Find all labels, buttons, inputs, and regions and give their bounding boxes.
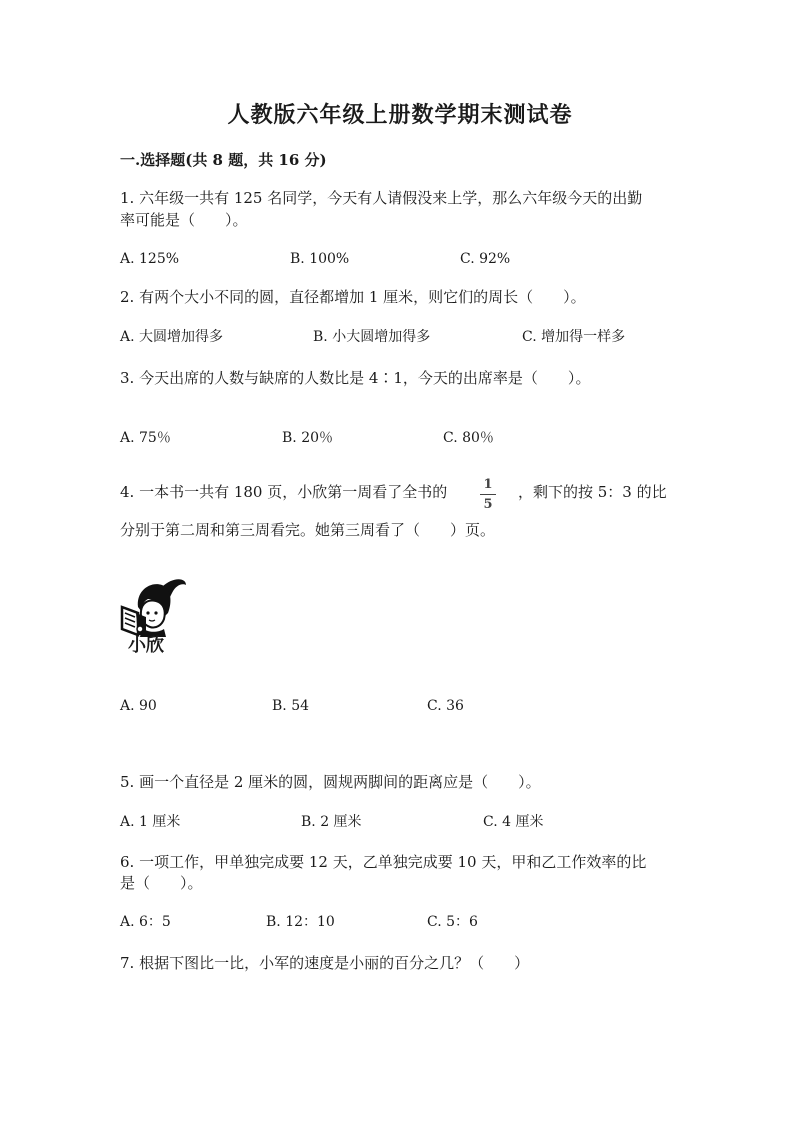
- image-caption: 小欣: [128, 635, 164, 656]
- question-4-option-b: B. 54: [272, 698, 310, 714]
- question-6-line-1: 6. 一项工作，甲单独完成要 12 天，乙单独完成要 10 天，甲和乙工作效率的比: [120, 853, 647, 871]
- question-3-line-1: 3. 今天出席的人数与缺席的人数比是 4∶1，今天的出席率是（ ）。: [120, 369, 591, 387]
- question-1-line-2: 率可能是（ ）。: [120, 211, 248, 229]
- question-5-option-a: A. 1 厘米: [120, 814, 181, 830]
- question-1-option-c: C. 92%: [460, 251, 511, 267]
- question-1-option-b: B. 100%: [290, 251, 350, 267]
- fraction-numerator: 1: [483, 477, 493, 492]
- question-6-line-2: 是（ ）。: [120, 874, 203, 892]
- page-title: 人教版六年级上册数学期末测试卷: [227, 102, 573, 128]
- question-1-option-a: A. 125%: [120, 251, 180, 267]
- girl-reading-illustration: [116, 573, 194, 661]
- question-2-option-c: C. 增加得一样多: [522, 329, 626, 345]
- question-4-option-c: C. 36: [427, 698, 464, 714]
- question-4-option-a: A. 90: [120, 698, 157, 714]
- question-2-line-1: 2. 有两个大小不同的圆，直径都增加 1 厘米，则它们的周长（ ）。: [120, 288, 586, 306]
- question-5-option-c: C. 4 厘米: [483, 814, 544, 830]
- question-4-line-2: 分别于第二周和第三周看完。她第三周看了（ ）页。: [120, 521, 496, 539]
- fraction-denominator: 5: [483, 497, 493, 512]
- section-heading: 一.选择题(共 8 题，共 16 分): [120, 151, 327, 169]
- question-1-line-1: 1. 六年级一共有 125 名同学，今天有人请假没来上学，那么六年级今天的出勤: [120, 189, 643, 207]
- fraction-one-fifth: [478, 476, 498, 513]
- question-4-line-1a: 4. 一本书一共有 180 页，小欣第一周看了全书的: [120, 483, 448, 501]
- question-5-line-1: 5. 画一个直径是 2 厘米的圆，圆规两脚间的距离应是（ ）。: [120, 773, 541, 791]
- question-6-option-a: A. 6：5: [120, 914, 171, 930]
- question-4-line-1b: ，剩下的按 5：3 的比: [518, 483, 667, 501]
- question-7-line-1: 7. 根据下图比一比，小军的速度是小丽的百分之几？（ ）: [120, 954, 530, 972]
- question-2-option-b: B. 小大圆增加得多: [313, 329, 431, 345]
- question-5-option-b: B. 2 厘米: [301, 814, 362, 830]
- question-3-option-a: A. 75％: [120, 430, 171, 446]
- question-3-option-b: B. 20％: [282, 430, 334, 446]
- fraction-bar: [480, 494, 496, 495]
- question-3-option-c: C. 80％: [443, 430, 494, 446]
- question-6-option-b: B. 12：10: [266, 914, 335, 930]
- question-6-option-c: C. 5：6: [427, 914, 478, 930]
- question-2-option-a: A. 大圆增加得多: [120, 329, 224, 345]
